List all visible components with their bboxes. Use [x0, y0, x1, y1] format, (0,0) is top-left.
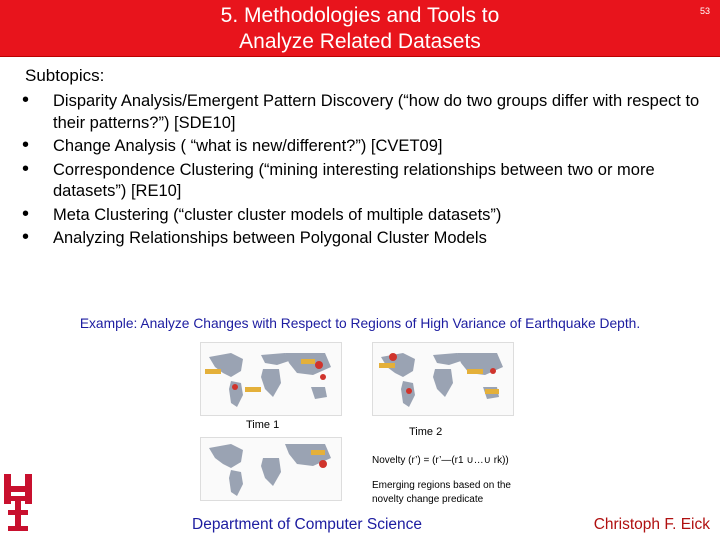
time1-label: Time 1: [246, 419, 280, 431]
bullet-icon: •: [22, 226, 30, 248]
university-logo: [2, 470, 34, 536]
bullet-text: Analyzing Relationships between Polygonal Cluster Models: [53, 229, 487, 247]
world-map-time1: [200, 342, 342, 416]
slide-title-line1: 5. Methodologies and Tools to: [220, 4, 500, 27]
footer-department: Department of Computer Science: [192, 516, 423, 533]
bullet-icon: •: [22, 157, 30, 180]
example-caption: Example: Analyze Changes with Respect to Regions of High Variance of Earthquake Depth.: [79, 316, 641, 331]
subtopics-label: Subtopics:: [25, 66, 105, 85]
bullet-text: Correspondence Clustering (“mining interesting relationships between two or more datasets”) [RE10]: [53, 160, 655, 200]
world-map-novelty: [200, 437, 342, 501]
list-item: [22, 91, 712, 134]
bullet-text: Disparity Analysis/Emergent Pattern Discovery (“how do two groups differ with respect to their patterns?”) [SDE10]: [53, 92, 700, 132]
bullet-icon: •: [22, 89, 30, 111]
bullet-icon: •: [22, 202, 30, 225]
list-item: [22, 202, 712, 227]
slide-title: [150, 3, 570, 55]
footer-author: Christoph F. Eick: [593, 516, 710, 533]
title-bar: [0, 0, 720, 57]
subtopics-list: [22, 91, 712, 252]
list-item: [22, 157, 712, 203]
slide-title-line2: Analyze Related Datasets: [239, 30, 481, 53]
world-map-time2: [372, 342, 514, 416]
list-item: [22, 228, 712, 250]
bullet-text: Change Analysis ( “what is new/different?”) [CVET09]: [53, 137, 443, 155]
bullet-icon: •: [22, 134, 30, 156]
emerging-note-line2: novelty change predicate: [372, 494, 484, 505]
novelty-formula: Novelty (r’) = (r’—(r1 ∪…∪ rk)): [372, 455, 509, 466]
list-item: [22, 136, 712, 158]
bullet-text: Meta Clustering (“cluster cluster models of multiple datasets”): [53, 205, 502, 224]
time2-label: Time 2: [409, 426, 443, 438]
slide-number: 53: [699, 6, 710, 16]
emerging-note-line1: Emerging regions based on the: [372, 480, 511, 491]
